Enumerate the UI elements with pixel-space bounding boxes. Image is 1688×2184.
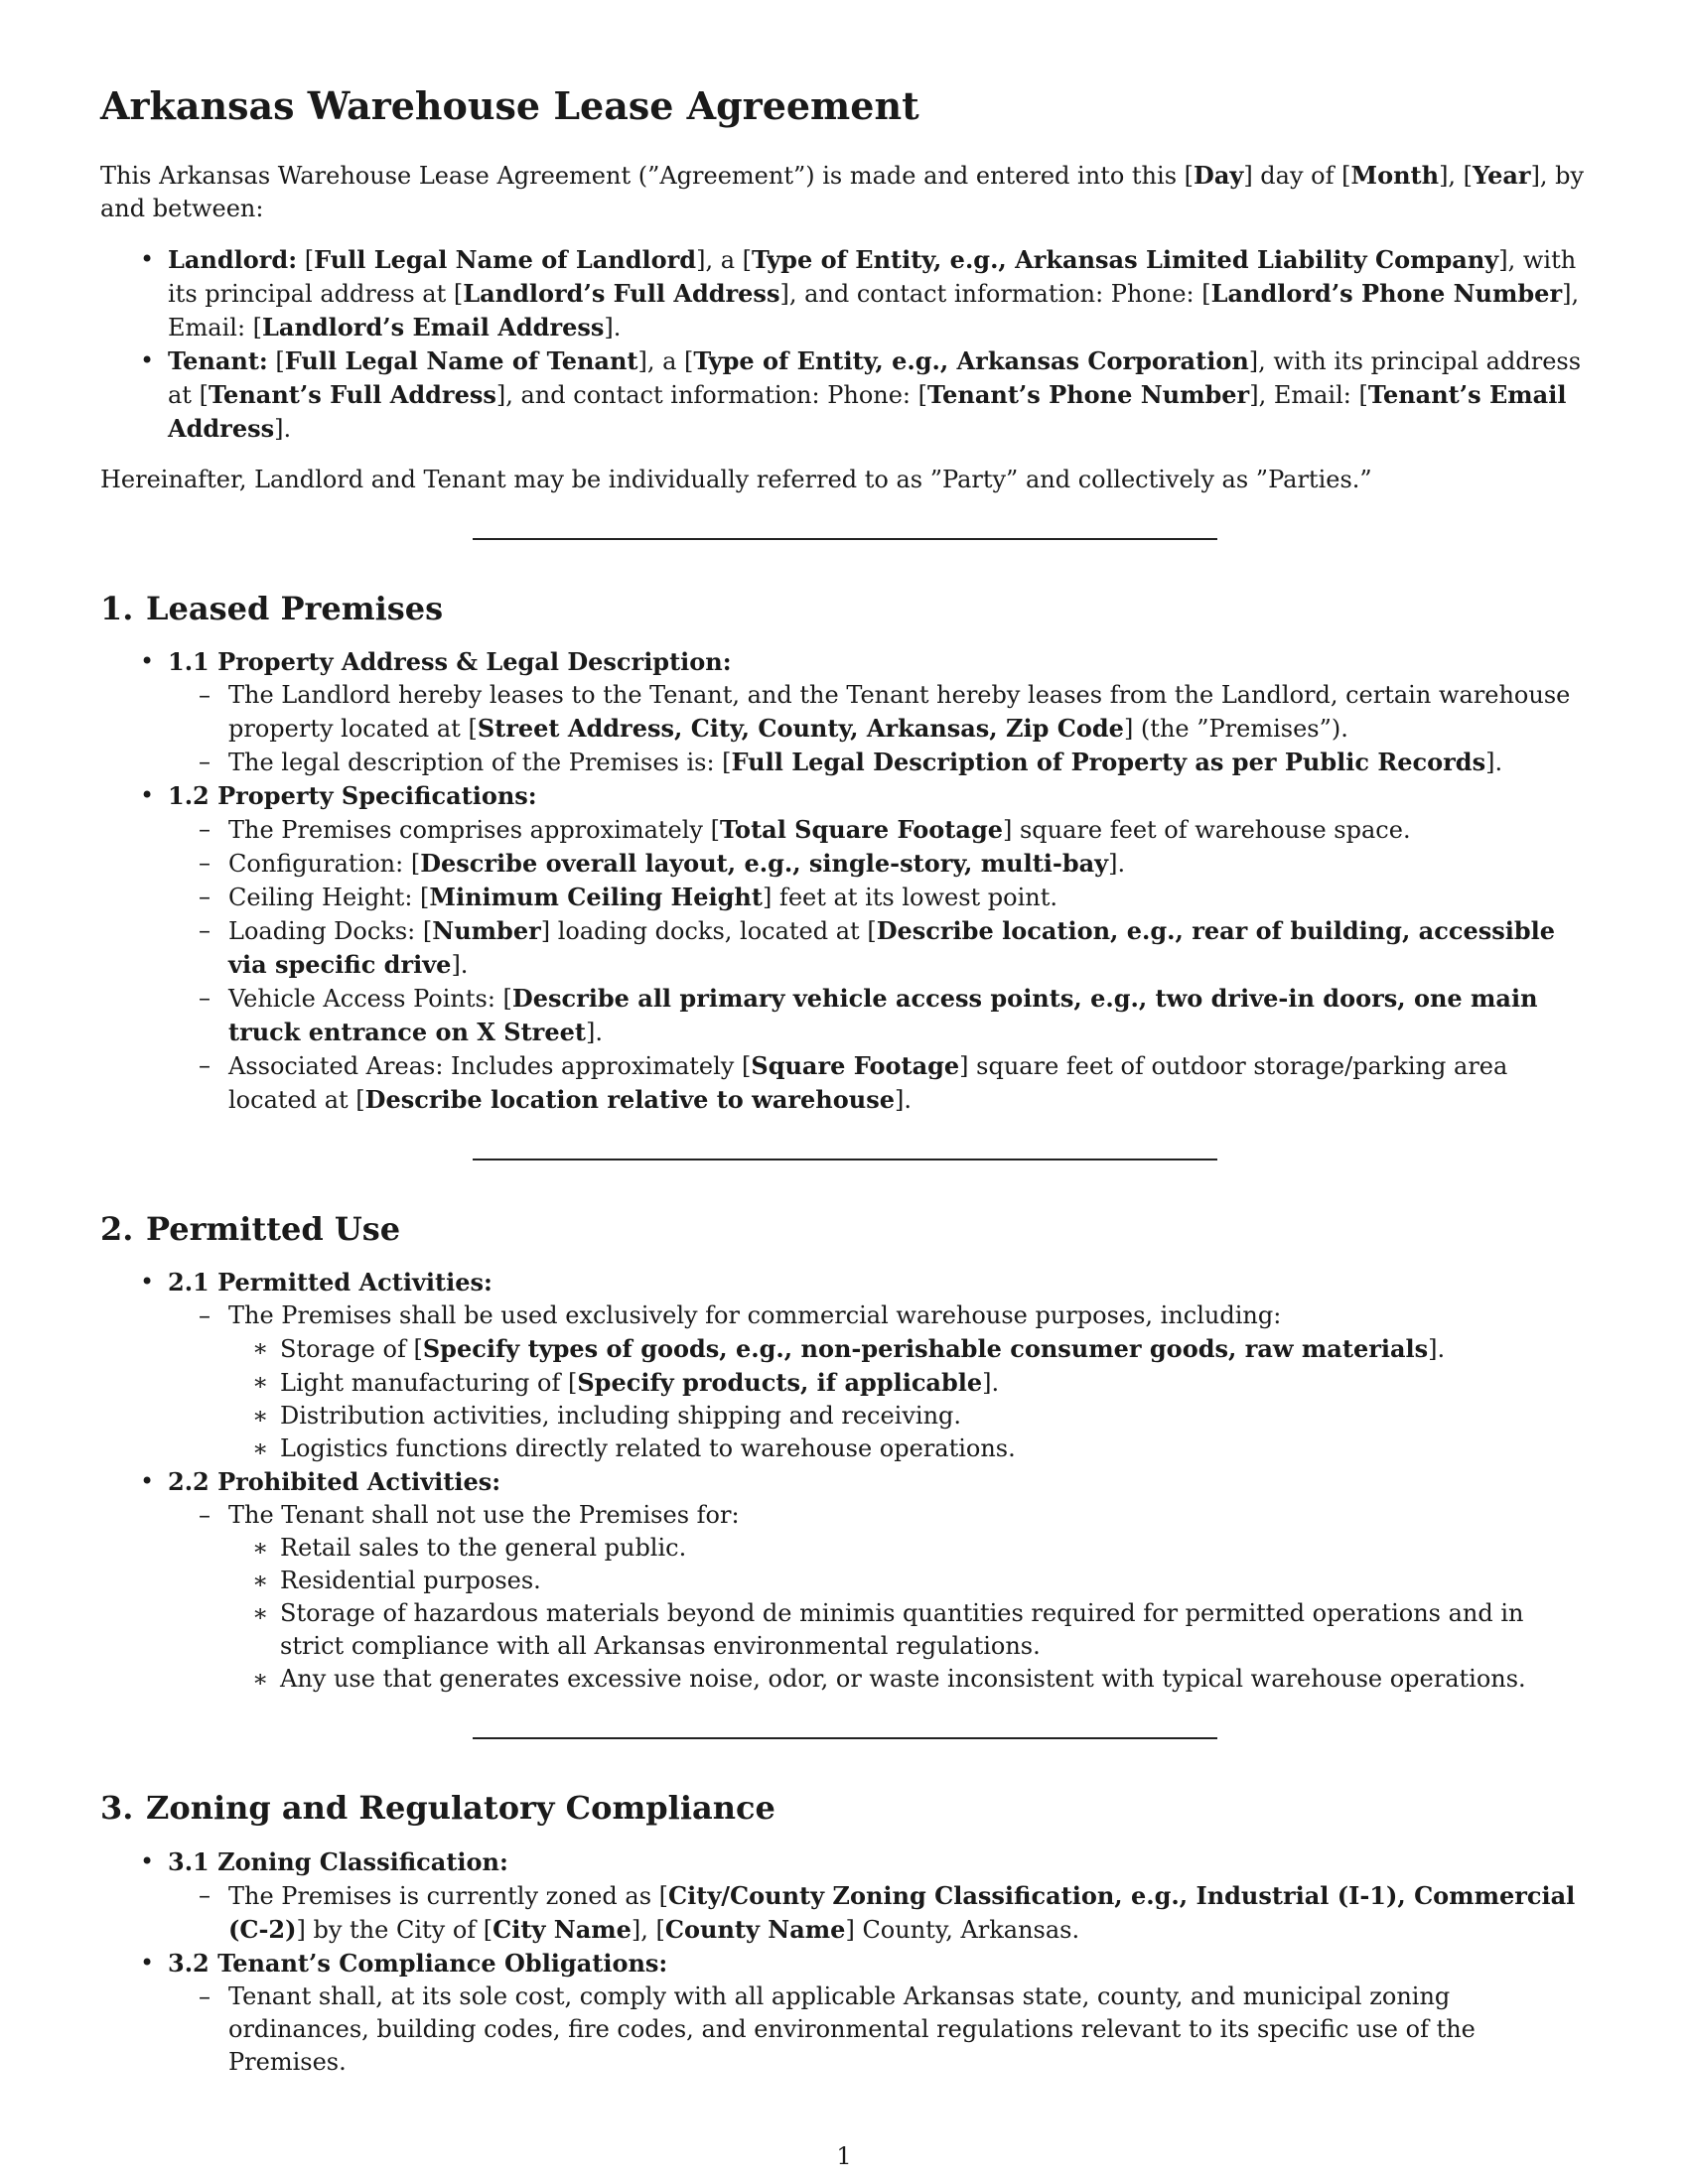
tenant-entity-placeholder: Type of Entity, e.g., Arkansas Corporation xyxy=(693,345,1249,375)
list-item xyxy=(199,982,1590,1049)
text: The Tenant shall not use the Premises for: xyxy=(228,1501,740,1530)
landlord-email-placeholder: Landlord’s Email Address xyxy=(262,312,605,341)
section-number: 3. xyxy=(100,1789,134,1828)
tenant-label: Tenant: xyxy=(168,345,268,375)
sub-items xyxy=(228,1532,1590,1696)
dash-icon: – xyxy=(199,848,211,877)
section-divider xyxy=(473,538,1217,540)
text: ], with its principal address at [ xyxy=(168,346,1582,409)
bullet-icon: • xyxy=(140,244,155,273)
dash-icon: – xyxy=(199,983,211,1012)
intro-month-placeholder: Month xyxy=(1350,160,1440,190)
clause-label: 1.1 Property Address & Legal Description: xyxy=(168,646,732,676)
page-number: 1 xyxy=(836,2142,852,2170)
section-divider xyxy=(473,1159,1217,1160)
placeholder-text: Number xyxy=(432,915,541,945)
clause-1-2 xyxy=(140,779,1590,1117)
clause-2-1 xyxy=(140,1266,1590,1465)
asterisk-icon: ∗ xyxy=(252,1402,269,1431)
list-item xyxy=(199,813,1590,847)
section-3-heading xyxy=(100,1789,1590,1827)
list-item xyxy=(252,1366,1590,1400)
placeholder-text: City Name xyxy=(492,1914,632,1944)
landlord-address-placeholder: Landlord’s Full Address xyxy=(463,278,780,308)
dash-icon: – xyxy=(199,680,211,709)
list-item xyxy=(252,1663,1590,1696)
placeholder-text: Describe location, e.g., rear of building, accessible via specific drive xyxy=(228,915,1556,979)
asterisk-icon: ∗ xyxy=(252,1665,269,1694)
text: The Landlord hereby leases to the Tenant, and the Tenant hereby leases from the Landlord, certain warehouse property located at [ xyxy=(228,680,1571,743)
text: ] County, Arkansas. xyxy=(845,1915,1080,1944)
placeholder-text: Specify products, if applicable xyxy=(577,1368,983,1398)
text: ]. xyxy=(1485,748,1503,776)
clause-label: 1.2 Property Specifications: xyxy=(168,780,537,810)
placeholder-text: Square Footage xyxy=(751,1050,960,1080)
list-item xyxy=(199,1980,1590,2079)
text: ] square feet of warehouse space. xyxy=(1003,815,1411,844)
clause-label: 2.2 Prohibited Activities: xyxy=(168,1467,501,1497)
section-divider xyxy=(473,1737,1217,1739)
asterisk-icon: ∗ xyxy=(252,1434,269,1463)
text: ] loading docks, located at [ xyxy=(540,916,877,945)
clause-items xyxy=(168,813,1590,1117)
tenant-item xyxy=(140,344,1590,446)
placeholder-text: Total Square Footage xyxy=(719,814,1003,844)
list-item xyxy=(252,1400,1590,1433)
bullet-icon: • xyxy=(140,345,155,374)
text: ]. xyxy=(1108,849,1126,878)
text: Storage of [ xyxy=(280,1335,423,1364)
text: ]. xyxy=(894,1085,912,1114)
sub-items xyxy=(228,1332,1590,1465)
list-item xyxy=(252,1433,1590,1465)
placeholder-text: Full Legal Description of Property as per Public Records xyxy=(731,747,1486,776)
placeholder-text: Specify types of goods, e.g., non-perishable consumer goods, raw materials xyxy=(422,1334,1429,1364)
clause-2-2 xyxy=(140,1465,1590,1696)
bullet-icon: • xyxy=(140,1846,155,1875)
text: ] (the ”Premises”). xyxy=(1123,714,1348,743)
parties-list xyxy=(100,243,1590,446)
text: ]. xyxy=(451,950,469,979)
clause-items xyxy=(168,1879,1590,1947)
text: Residential purposes. xyxy=(280,1567,541,1595)
text: Vehicle Access Points: [ xyxy=(228,984,512,1013)
list-item xyxy=(199,1499,1590,1696)
text: Ceiling Height: [ xyxy=(228,883,430,911)
text: The Premises comprises approximately [ xyxy=(228,815,720,844)
dash-icon: – xyxy=(199,915,211,944)
text: Configuration: [ xyxy=(228,849,421,878)
text: ], and contact information: Phone: [ xyxy=(779,279,1211,308)
document-title: Arkansas Warehouse Lease Agreement xyxy=(100,83,919,128)
intro-year-placeholder: Year xyxy=(1473,160,1531,190)
text: ]. xyxy=(982,1369,1000,1398)
text: ], with its principal address at [ xyxy=(168,245,1577,308)
dash-icon: – xyxy=(199,1981,211,2010)
dash-icon: – xyxy=(199,747,211,775)
clause-3-1 xyxy=(140,1845,1590,1947)
asterisk-icon: ∗ xyxy=(252,1534,269,1563)
text: Logistics functions directly related to warehouse operations. xyxy=(280,1434,1016,1463)
bullet-icon: • xyxy=(140,1268,155,1297)
clause-items xyxy=(168,1980,1590,2079)
section-title: Zoning and Regulatory Compliance xyxy=(146,1789,775,1828)
intro-text: ], by and between: xyxy=(100,161,1585,222)
list-item xyxy=(199,914,1590,982)
list-item xyxy=(252,1532,1590,1565)
placeholder-text: Describe overall layout, e.g., single-story, multi-bay xyxy=(420,848,1109,878)
hereinafter-paragraph: Hereinafter, Landlord and Tenant may be individually referred to as ”Party” and collectively as ”Parties.” xyxy=(100,465,1372,493)
document-page xyxy=(100,83,1590,2079)
tenant-phone-placeholder: Tenant’s Phone Number xyxy=(927,379,1250,409)
text: [ xyxy=(297,245,315,274)
placeholder-text: City/County Zoning Classification, e.g., Industrial (I-1), Commercial (C-2) xyxy=(228,1880,1576,1944)
asterisk-icon: ∗ xyxy=(252,1567,269,1595)
clause-label: 3.2 Tenant’s Compliance Obligations: xyxy=(168,1948,668,1978)
text: ], a [ xyxy=(696,245,753,274)
intro-text: ], [ xyxy=(1439,161,1474,190)
dash-icon: – xyxy=(199,814,211,843)
tenant-address-placeholder: Tenant’s Full Address xyxy=(208,379,496,409)
landlord-label: Landlord: xyxy=(168,244,298,274)
clause-items xyxy=(168,1499,1590,1696)
asterisk-icon: ∗ xyxy=(252,1368,269,1397)
section-number: 1. xyxy=(100,589,134,627)
text: Storage of hazardous materials beyond de minimis quantities required for permitted operations and in strict compliance with all Arkansas environmental regulations. xyxy=(280,1599,1524,1661)
clause-label: 2.1 Permitted Activities: xyxy=(168,1268,492,1297)
list-item xyxy=(252,1332,1590,1366)
list-item xyxy=(199,847,1590,881)
text: ]. xyxy=(274,414,292,443)
list-item xyxy=(199,1049,1590,1117)
text: ] square feet of outdoor storage/parking area located at [ xyxy=(228,1051,1508,1114)
placeholder-text: Describe location relative to warehouse xyxy=(364,1084,895,1114)
list-item xyxy=(199,746,1590,779)
list-item xyxy=(199,1299,1590,1465)
text: The legal description of the Premises is: [ xyxy=(228,748,732,776)
text: Retail sales to the general public. xyxy=(280,1534,687,1563)
text: ], and contact information: Phone: [ xyxy=(495,380,928,409)
placeholder-text: Street Address, City, County, Arkansas, Zip Code xyxy=(477,713,1124,743)
text: Any use that generates excessive noise, odor, or waste inconsistent with typical warehouse operations. xyxy=(280,1665,1526,1694)
section-number: 2. xyxy=(100,1209,134,1248)
text: ], Email: [ xyxy=(168,279,1580,341)
landlord-phone-placeholder: Landlord’s Phone Number xyxy=(1210,278,1563,308)
text: Tenant shall, at its sole cost, comply with all applicable Arkansas state, county, and municipal zoning ordinances, building codes, fire codes, and environmental regulations relevant to its specific use of the Premises. xyxy=(228,1981,1476,2076)
text: The Premises shall be used exclusively for commercial warehouse purposes, including: xyxy=(228,1301,1282,1330)
clause-items xyxy=(168,1299,1590,1465)
section-2-list xyxy=(100,1266,1590,1696)
placeholder-text: Minimum Ceiling Height xyxy=(429,882,763,911)
dash-icon: – xyxy=(199,1050,211,1079)
text: Light manufacturing of [ xyxy=(280,1369,578,1398)
placeholder-text: Describe all primary vehicle access points, e.g., two drive-in doors, one main truck entrance on X Street xyxy=(228,983,1538,1046)
text: ], [ xyxy=(631,1915,665,1944)
section-2-heading xyxy=(100,1210,1590,1248)
intro-paragraph xyxy=(100,159,1590,225)
clause-items xyxy=(168,679,1590,779)
text: Associated Areas: Includes approximately [ xyxy=(228,1051,752,1080)
clause-1-1 xyxy=(140,645,1590,779)
asterisk-icon: ∗ xyxy=(252,1599,269,1628)
asterisk-icon: ∗ xyxy=(252,1334,269,1363)
intro-text: ] day of [ xyxy=(1243,161,1351,190)
clause-label: 3.1 Zoning Classification: xyxy=(168,1846,508,1876)
bullet-icon: • xyxy=(140,1948,155,1977)
text: Distribution activities, including shipping and receiving. xyxy=(280,1402,962,1431)
text: ], Email: [ xyxy=(1249,380,1368,409)
section-title: Leased Premises xyxy=(146,589,444,627)
list-item xyxy=(252,1597,1590,1663)
placeholder-text: County Name xyxy=(664,1914,846,1944)
text: ]. xyxy=(1428,1335,1446,1364)
dash-icon: – xyxy=(199,1880,211,1909)
text: ]. xyxy=(585,1018,603,1046)
list-item xyxy=(199,881,1590,914)
list-item xyxy=(252,1565,1590,1597)
text: [ xyxy=(267,346,285,375)
text: ] by the City of [ xyxy=(296,1915,493,1944)
text: The Premises is currently zoned as [ xyxy=(228,1881,669,1910)
tenant-email-placeholder: Tenant’s Email Address xyxy=(168,379,1567,443)
text: Loading Docks: [ xyxy=(228,916,433,945)
list-item xyxy=(199,679,1590,746)
bullet-icon: • xyxy=(140,780,155,809)
section-3-list xyxy=(100,1845,1590,2079)
intro-day-placeholder: Day xyxy=(1194,160,1244,190)
text: ], a [ xyxy=(637,346,694,375)
section-1-heading xyxy=(100,590,1590,627)
intro-text: This Arkansas Warehouse Lease Agreement (”Agreement”) is made and entered into this [ xyxy=(100,161,1194,190)
clause-3-2 xyxy=(140,1947,1590,2079)
text: ] feet at its lowest point. xyxy=(762,883,1058,911)
dash-icon: – xyxy=(199,882,211,910)
bullet-icon: • xyxy=(140,646,155,675)
list-item xyxy=(199,1879,1590,1947)
dash-icon: – xyxy=(199,1301,211,1330)
landlord-entity-placeholder: Type of Entity, e.g., Arkansas Limited Liability Company xyxy=(752,244,1499,274)
section-title: Permitted Use xyxy=(146,1209,401,1248)
landlord-name-placeholder: Full Legal Name of Landlord xyxy=(314,244,697,274)
bullet-icon: • xyxy=(140,1467,155,1496)
tenant-name-placeholder: Full Legal Name of Tenant xyxy=(284,345,638,375)
section-1-list xyxy=(100,645,1590,1117)
landlord-item xyxy=(140,243,1590,344)
dash-icon: – xyxy=(199,1501,211,1530)
text: ]. xyxy=(604,313,622,341)
